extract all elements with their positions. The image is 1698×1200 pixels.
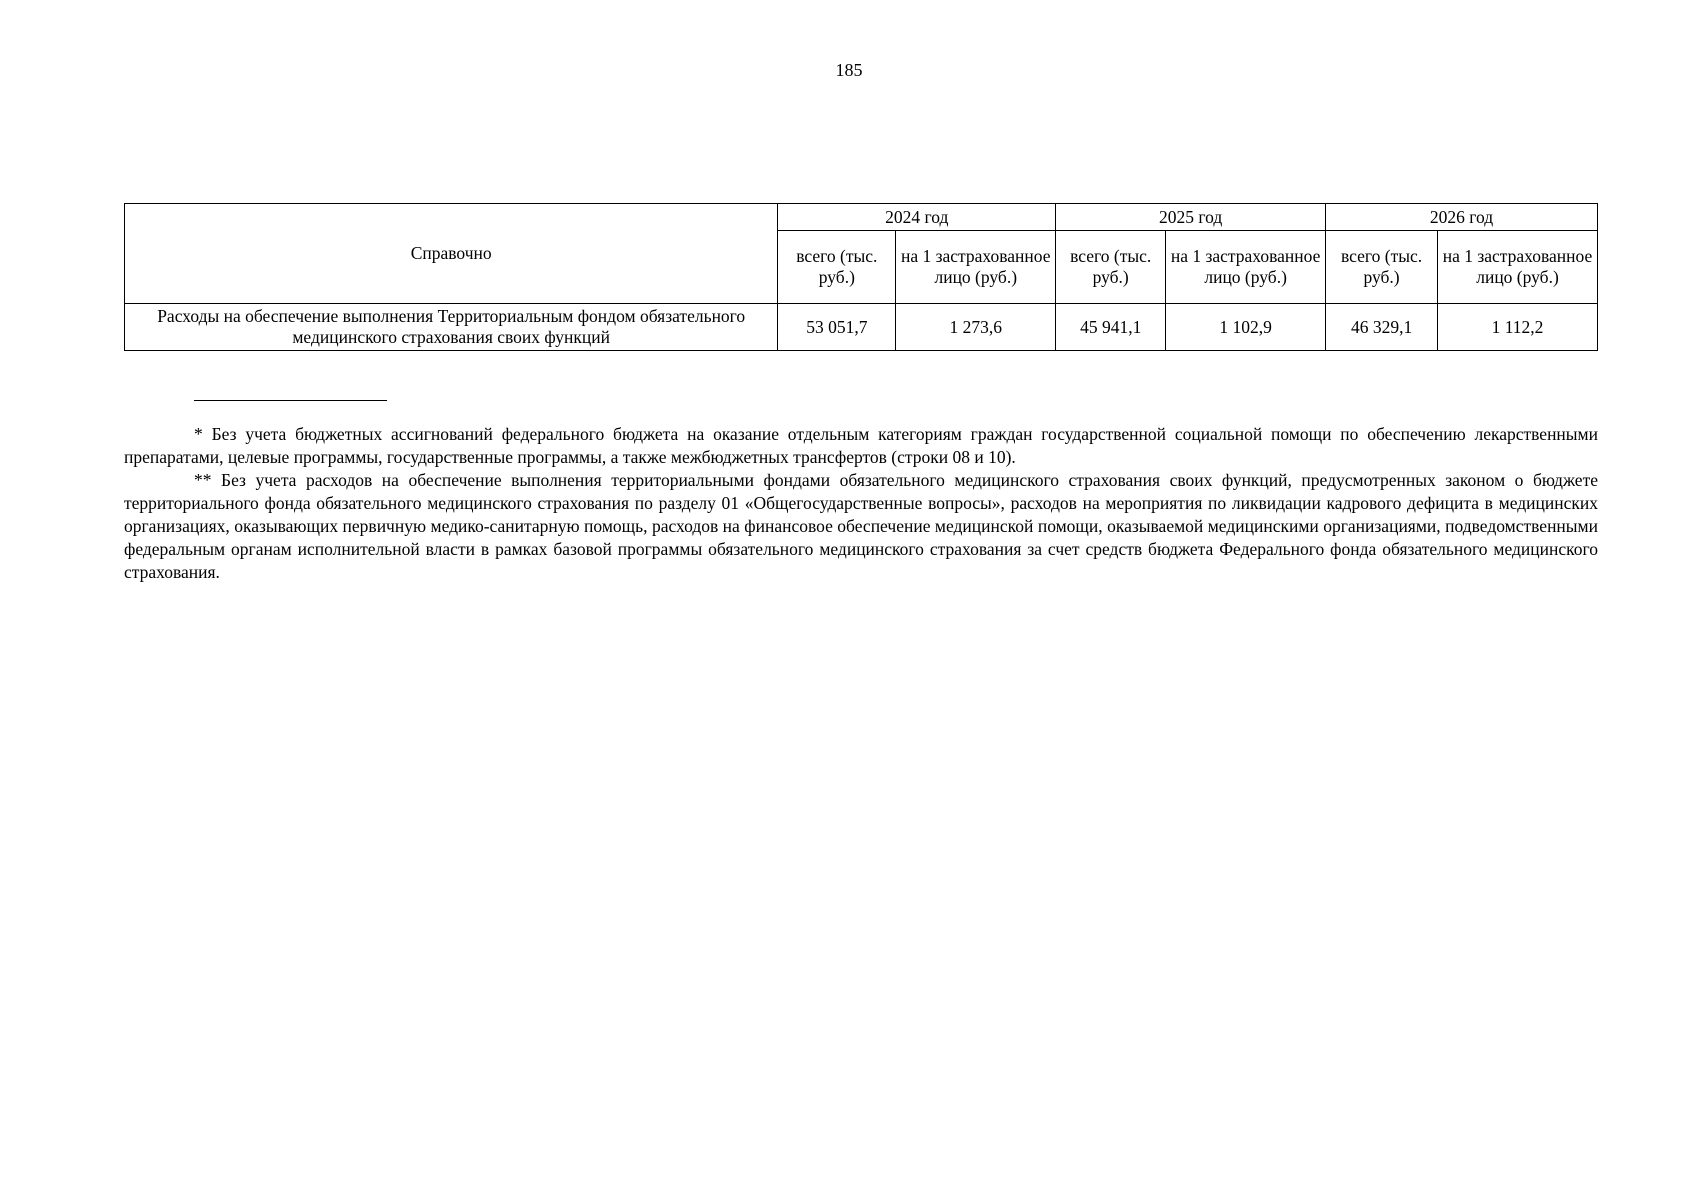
footnote-2: ** Без учета расходов на обеспечение выполнения территориальными фондами обязательного медицинского страхования своих функций, предусмотренных законом о бюджете территориального фонда обязательного медицинского страхования по разделу 01 «Общегосударственные вопросы», расходов на мероприятия по ликвидации кадрового дефицита в медицинских организациях, оказывающих первичную медико-санитарную помощь, расходов на финансовое обеспечение медицинской помощи, оказываемой медицинскими организациями, подведомственными федеральным органам исполнительной власти в рамках базовой программы обязательного медицинского страхования за счет средств бюджета Федерального фонда обязательного медицинского страхования. <box>124 470 1598 582</box>
value-per-person-2026: 1 112,2 <box>1438 304 1598 351</box>
row-label: Расходы на обеспечение выполнения Территориальным фондом обязательного медицинского страхования своих функций <box>125 304 778 351</box>
footnotes <box>124 423 1598 584</box>
reference-table <box>124 203 1598 351</box>
col-total-2025: всего (тыс. руб.) <box>1056 231 1166 304</box>
col-total-2026: всего (тыс. руб.) <box>1326 231 1438 304</box>
footnote-separator <box>194 400 387 401</box>
col-per-person-2025: на 1 застрахованное лицо (руб.) <box>1166 231 1326 304</box>
year-2024-header: 2024 год <box>778 204 1056 231</box>
value-total-2024: 53 051,7 <box>778 304 896 351</box>
col-total-2024: всего (тыс. руб.) <box>778 231 896 304</box>
value-total-2025: 45 941,1 <box>1056 304 1166 351</box>
footnote-1: * Без учета бюджетных ассигнований федерального бюджета на оказание отдельным категориям граждан государственной социальной помощи по обеспечению лекарственными препаратами, целевые программы, государственные программы, а также межбюджетных трансфертов (строки 08 и 10). <box>124 424 1598 467</box>
table-row <box>125 304 1598 351</box>
year-2026-header: 2026 год <box>1326 204 1598 231</box>
value-per-person-2025: 1 102,9 <box>1166 304 1326 351</box>
page-number: 185 <box>835 60 863 80</box>
reference-header: Справочно <box>125 204 778 304</box>
value-per-person-2024: 1 273,6 <box>896 304 1056 351</box>
value-total-2026: 46 329,1 <box>1326 304 1438 351</box>
col-per-person-2026: на 1 застрахованное лицо (руб.) <box>1438 231 1598 304</box>
col-per-person-2024: на 1 застрахованное лицо (руб.) <box>896 231 1056 304</box>
year-2025-header: 2025 год <box>1056 204 1326 231</box>
